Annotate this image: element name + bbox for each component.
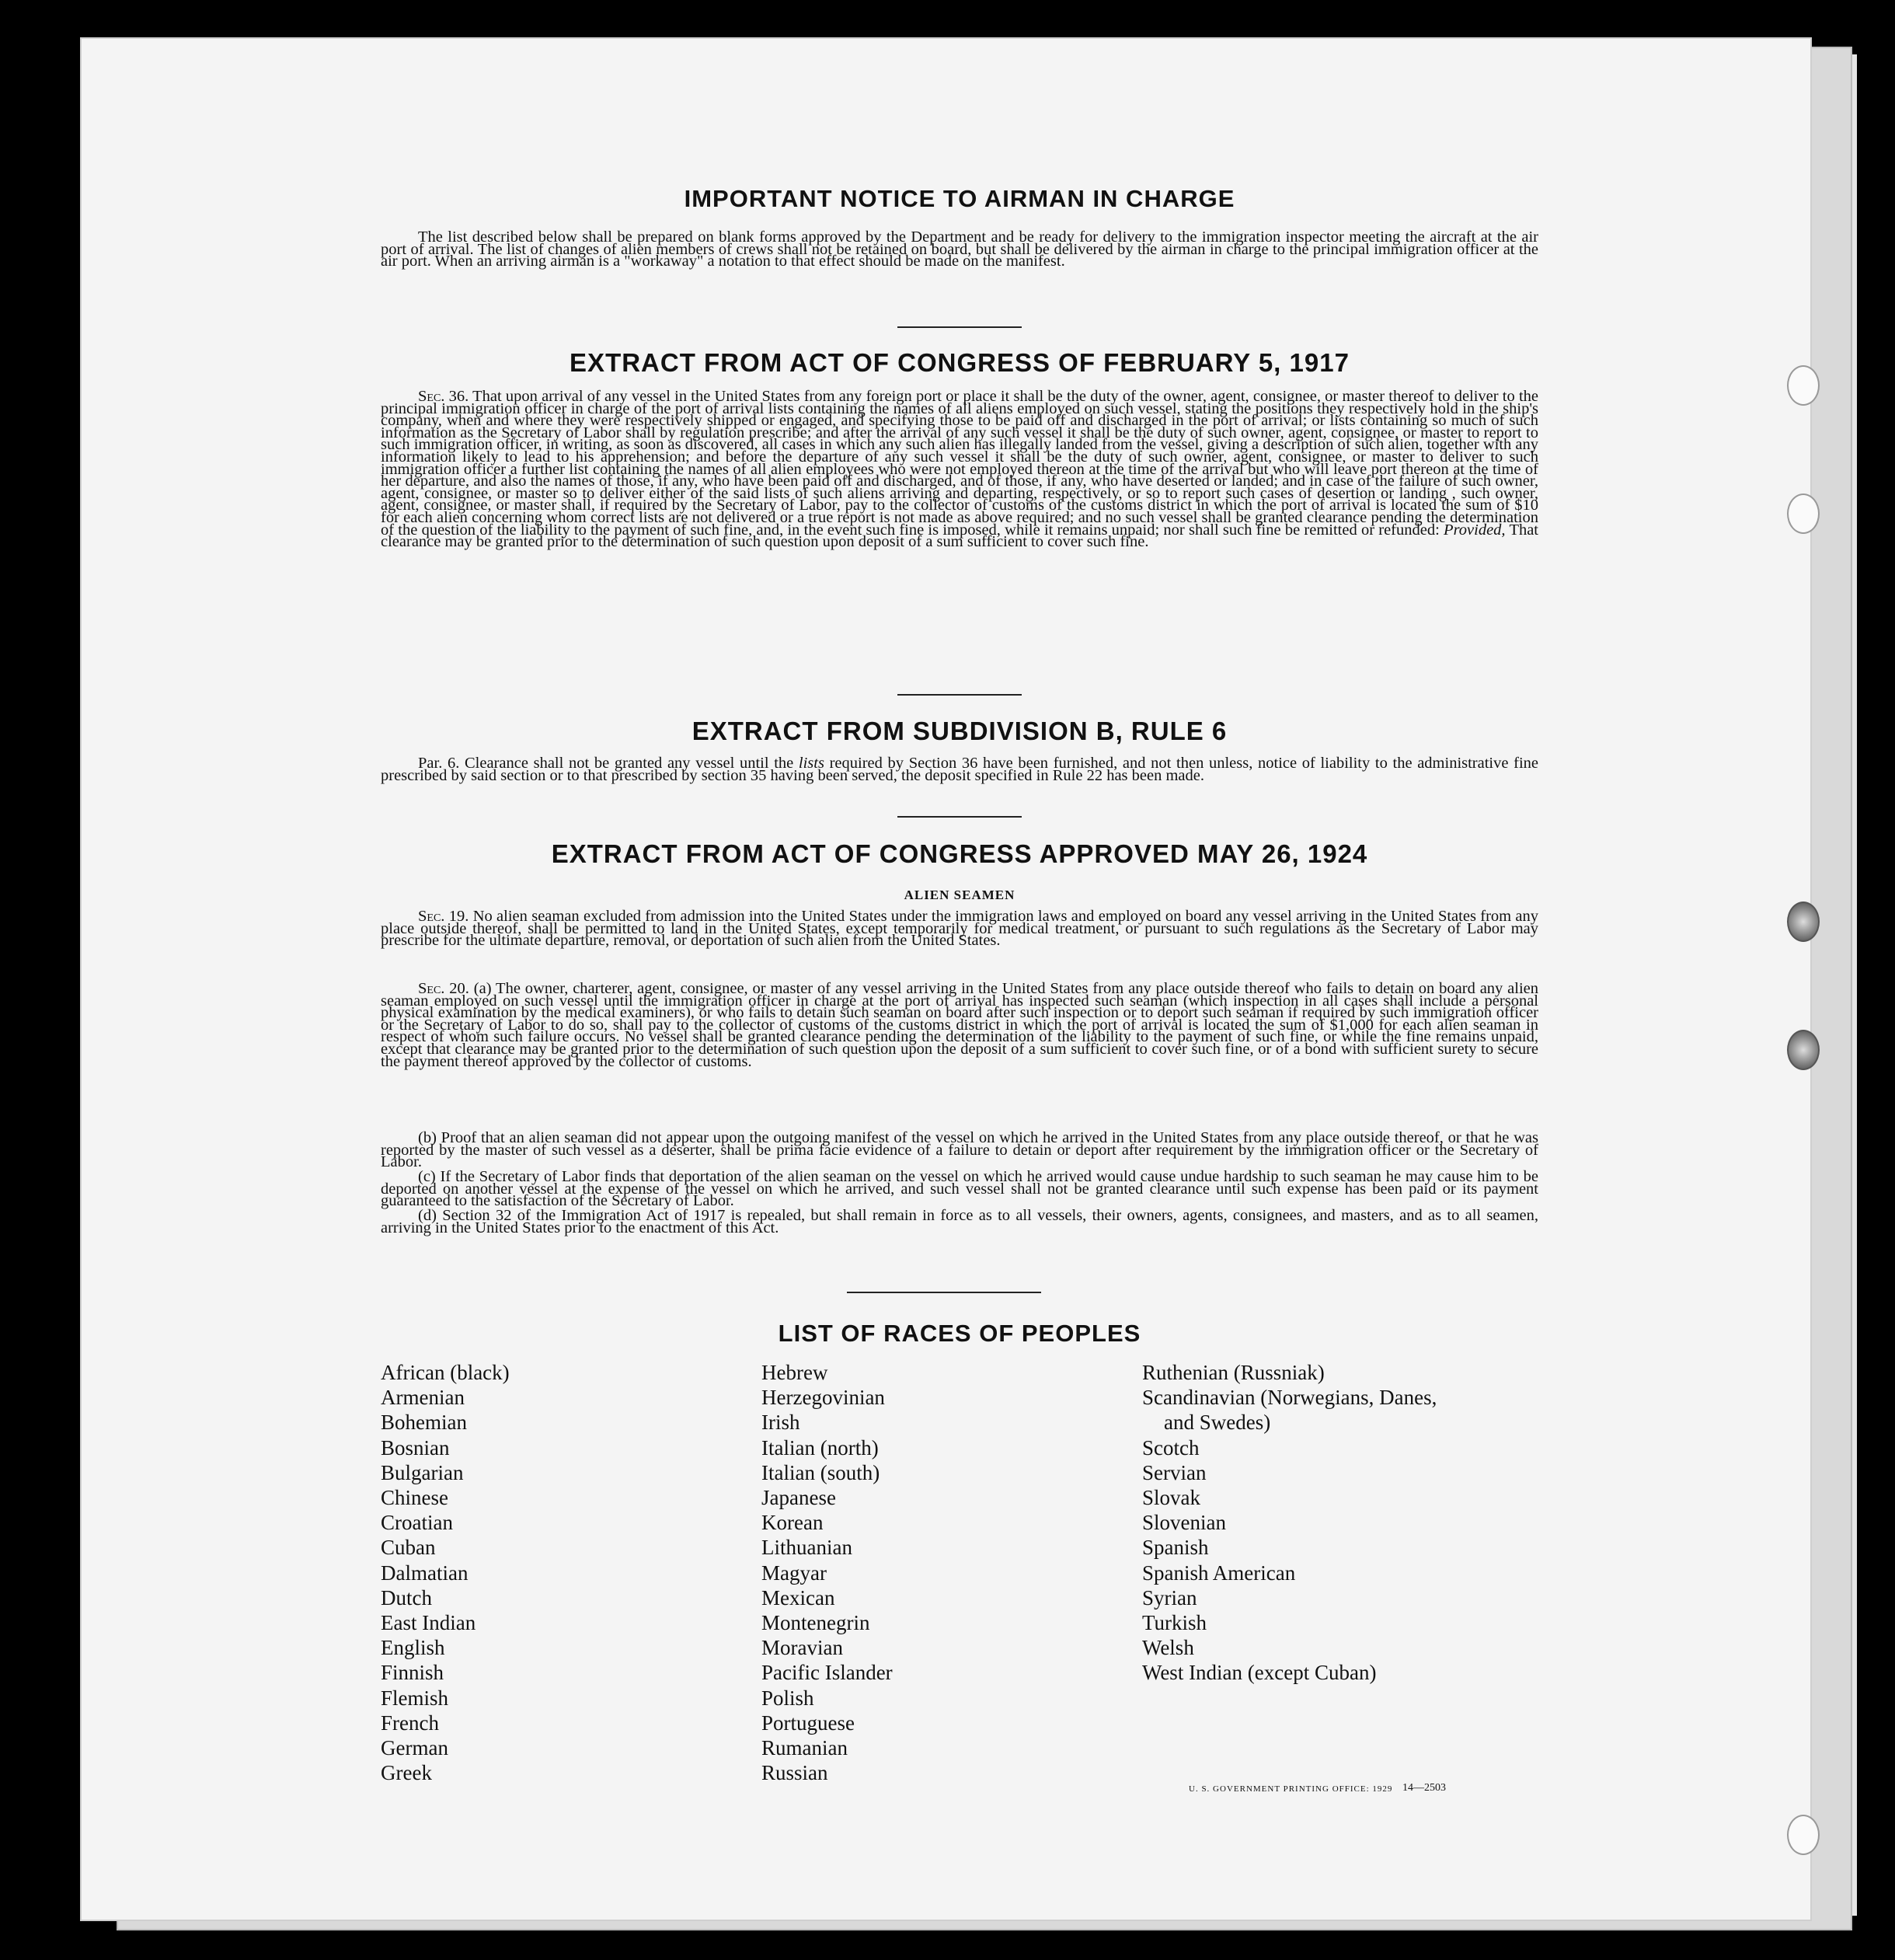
race-item: Irish <box>761 1411 800 1435</box>
rule-6-paragraph <box>381 755 1538 784</box>
lists-word: lists <box>798 755 824 772</box>
divider <box>897 816 1022 818</box>
section-text-end: That clearance may be granted prior to the determination of such question upon deposit of a sum sufficient to cover such fine. <box>381 521 1539 551</box>
race-item: East Indian <box>381 1611 476 1635</box>
races-column-2 <box>761 1360 893 1785</box>
race-item: Flemish <box>381 1686 449 1710</box>
act-1924-heading: EXTRACT FROM ACT OF CONGRESS APPROVED MAY 26, 1924 <box>551 839 1368 868</box>
notice-heading: IMPORTANT NOTICE TO AIRMAN IN CHARGE <box>684 185 1235 212</box>
race-item: Rumanian <box>761 1736 848 1760</box>
race-item: Spanish American <box>1142 1561 1296 1585</box>
race-item: Bosnian <box>381 1435 450 1460</box>
race-item: Slovak <box>1142 1486 1201 1510</box>
divider <box>897 326 1022 328</box>
race-item: Slovenian <box>1142 1511 1226 1535</box>
race-item: English <box>381 1636 445 1660</box>
race-item: Bohemian <box>381 1411 467 1435</box>
race-item: Chinese <box>381 1486 448 1510</box>
race-item: Italian (south) <box>761 1460 880 1484</box>
races-column-1 <box>381 1360 510 1785</box>
race-item: Hebrew <box>761 1361 828 1384</box>
race-item: Pacific Islander <box>761 1661 893 1685</box>
race-item: Korean <box>761 1511 824 1535</box>
section-20c-paragraph: (c) If the Secretary of Labor finds that deportation of the alien seaman on the vessel on which he arrived would cause undue hardship to such seaman he may cause him to be deported on another vessel at the expense of the vessel on which he arrived, and such vessel shall not be granted clearance until such expense has been paid or its payment guaranteed to the satisfaction of the Secretary of Labor. <box>381 1168 1538 1210</box>
act-1917-heading: EXTRACT FROM ACT OF CONGRESS OF FEBRUARY 5, 1917 <box>570 348 1350 377</box>
race-item: Montenegrin <box>761 1611 870 1635</box>
race-item: Bulgarian <box>381 1460 464 1484</box>
section-label: Sec. 20. <box>418 980 469 997</box>
race-item: Portuguese <box>761 1711 855 1735</box>
race-item: Italian (north) <box>761 1435 879 1460</box>
race-item: Cuban <box>381 1536 436 1560</box>
race-item: French <box>381 1711 439 1735</box>
punch-hole <box>1787 493 1820 534</box>
alien-seamen-subheading: ALIEN SEAMEN <box>904 888 1015 902</box>
section-20d-paragraph: (d) Section 32 of the Immigration Act of 1917 is repealed, but shall remain in force as to all vessels, their owners, agents, consignees, and masters, and as to all seamen, arriving in the United States prior to the enactment of this Act. <box>381 1207 1538 1236</box>
race-item: Russian <box>761 1761 828 1785</box>
section-19-paragraph <box>381 908 1539 950</box>
race-item: Welsh <box>1142 1636 1194 1660</box>
section-text: No alien seaman excluded from admission into the United States under the immigration laws and employed on board any vessel arriving in the United States from any place outside thereof, shall be permitted to land in the United States, except temporarily for medical treatment, or pursuant to such regulations as the Secretary of Labor may prescribe for the ultimate departure, removal, or deportation of such alien from the United States. <box>381 908 1539 950</box>
notice-paragraph: The list described below shall be prepared on blank forms approved by the Department and be ready for delivery to the immigration inspector meeting the aircraft at the air port of arrival. The list of changes of alien members of crews shall not be retained on board, but shall be delivered by the airman in charge to the principal immigration officer at the air port. When an arriving airman is a "workaway" a notation to that effect should be made on the manifest. <box>381 228 1538 270</box>
race-item: West Indian (except Cuban) <box>1142 1661 1377 1685</box>
section-label: Sec. 19. <box>418 908 469 925</box>
race-item: Mexican <box>761 1585 835 1610</box>
provided-word: Provided, <box>1444 521 1506 539</box>
race-item: Ruthenian (Russniak) <box>1142 1361 1325 1384</box>
race-item: Finnish <box>381 1661 444 1685</box>
race-item: Croatian <box>381 1511 453 1535</box>
section-20b-paragraph: (b) Proof that an alien seaman did not appear upon the outgoing manifest of the vessel on which he arrived in the United States from any place outside thereof, or that he was reported by the master of such vessel as a deserter, shall be prima facie evidence of a failure to detain or deport after requirement by the immigration officer or the Secretary of Labor. <box>381 1129 1538 1171</box>
act-1917-paragraph <box>381 388 1539 551</box>
race-item: Dalmatian <box>381 1561 469 1585</box>
race-item: Armenian <box>381 1386 465 1410</box>
races-column-3 <box>1142 1360 1437 1686</box>
punch-hole <box>1787 902 1820 942</box>
race-item: African (black) <box>381 1361 510 1384</box>
race-item: Turkish <box>1142 1611 1207 1635</box>
race-item: and Swedes) <box>1164 1411 1271 1435</box>
rule-6-text: Par. 6. Clearance shall not be granted any vessel until the <box>418 755 794 772</box>
punch-hole <box>1787 365 1820 406</box>
race-item: Greek <box>381 1761 432 1785</box>
punch-hole <box>1787 1030 1820 1070</box>
document-page <box>82 39 1810 1920</box>
section-label: Sec. 36. <box>418 388 469 405</box>
printing-office-imprint: U. S. GOVERNMENT PRINTING OFFICE: 1929 <box>1189 1784 1393 1794</box>
race-item: Herzegovinian <box>761 1386 885 1410</box>
rule-6-text-end: required by Section 36 have been furnished, and not then unless, notice of liability to the administrative fine prescribed by said section or to that prescribed by section 35 having been served, the deposit specified in Rule 22 has been made. <box>381 755 1538 784</box>
section-text: (a) The owner, charterer, agent, consignee, or master of any vessel arriving in the United States from any place outside thereof who fails to detain on board any alien seaman employed on such vessel until the immigration officer in charge at the port of arrival has inspected such seaman (which inspection in all cases shall include a personal physical examination by the medical examiners), or who fails to detain such seaman on board after such inspection or to deport such seaman if required by such immigration officer or the Secretary of Labor to do so, shall pay to the collector of customs of the customs district in which the port of arrival is located the sum of $1,000 for each alien seaman in respect of whom such failure occurs. No vessel shall be granted clearance pending the determination of the liability to the payment of such fine, or while the fine remains unpaid, except that clearance may be granted prior to the determination of such question upon the deposit of a sum sufficient to cover such fine, or of a bond with sufficient surety to secure the payment thereof approved by the collector of customs. <box>381 980 1539 1070</box>
race-item: Polish <box>761 1686 814 1710</box>
form-number: 14—2503 <box>1402 1782 1446 1794</box>
rule-6-heading: EXTRACT FROM SUBDIVISION B, RULE 6 <box>691 717 1228 745</box>
race-item: Scotch <box>1142 1435 1200 1460</box>
race-item: Servian <box>1142 1460 1207 1484</box>
divider <box>897 694 1022 696</box>
race-item: Lithuanian <box>761 1536 852 1560</box>
race-item: Scandinavian (Norwegians, Danes, <box>1142 1386 1437 1410</box>
race-item: Syrian <box>1142 1585 1197 1610</box>
punch-hole <box>1787 1815 1820 1855</box>
race-item: Japanese <box>761 1486 836 1510</box>
race-item: Dutch <box>381 1585 432 1610</box>
race-item: Magyar <box>761 1561 827 1585</box>
race-item: Spanish <box>1142 1536 1209 1560</box>
race-item: German <box>381 1736 448 1760</box>
section-20-paragraph <box>381 980 1539 1070</box>
divider <box>847 1292 1041 1293</box>
race-item: Moravian <box>761 1636 843 1660</box>
section-text: That upon arrival of any vessel in the United States from any foreign port or place it shall be the duty of the owner, agent, consignee, or master thereof to deliver to the principal immigration officer in charge of the port of arrival lists containing the names of all aliens employed on such vessel, stating the positions they respectively hold in the ship's company, when and where they were respectively shipped or engaged, and specifying those to be paid off and discharged in the port of arrival; or lists containing so much of such information as the Secretary of Labor shall by regulation prescribe; and after the arrival of any such vessel it shall be the duty of such owner, agent, consignee, or master to report to such immigration officer, in writing, as soon as discovered, all cases in which any such alien has illegally landed from the vessel, giving a description of such alien, together with any information likely to lead to his apprehension; and before the departure of any such vessel it shall be the duty of such owner, agent, consignee, or master to deliver to such immigration officer a further list containing the names of all alien employees who were not employed thereon at the time of the arrival but who will leave port thereon at the time of her departure, and also the names of those, if any, who have been paid off and discharged, and of those, if any, who have deserted or landed; and in case of the failure of such owner, agent, consignee, or master so to deliver either of the said lists of such aliens arriving and departing, respectively, or so to report such cases of desertion or landing , such owner, agent, consignee, or master shall, if required by the Secretary of Labor, pay to the collector of customs of the customs district in which the port of arrival is located the sum of $10 for each alien concerning whom correct lists are not delivered or a true report is not made as above required; and no such vessel shall be granted clearance pending the determination of the question of the liability to the payment of such fine, and, in the event such fine is imposed, while it remains unpaid; nor shall such fine be remitted or refunded: <box>381 388 1538 539</box>
races-heading: LIST OF RACES OF PEOPLES <box>778 1320 1141 1347</box>
